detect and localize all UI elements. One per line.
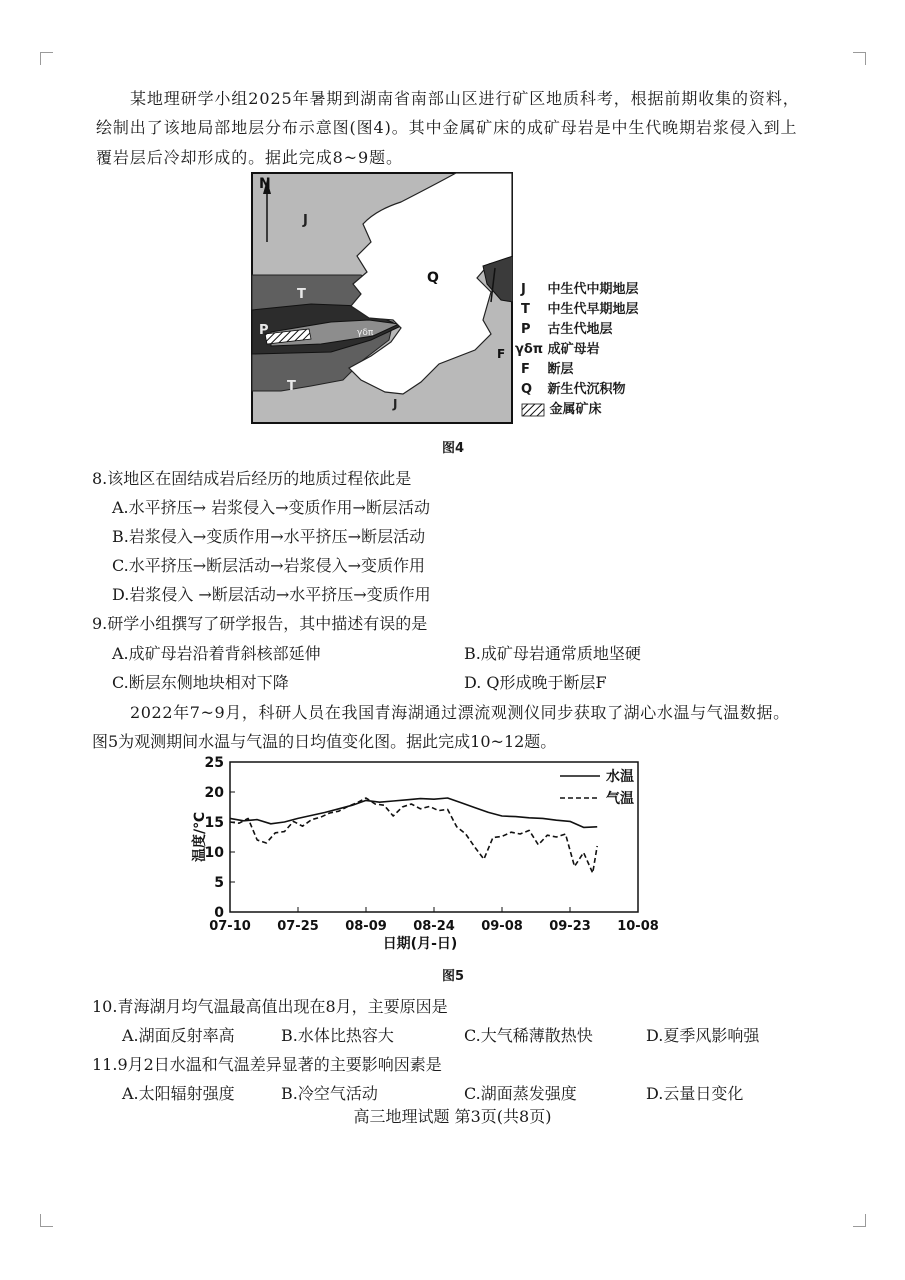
figure4-caption: 图4: [442, 441, 465, 456]
label-gamma: γδπ: [357, 328, 374, 338]
q10-option-a: A.湖面反射率高: [122, 1026, 235, 1045]
q11-stem: 11.9月2日水温和气温差异显著的主要影响因素是: [92, 1055, 442, 1074]
legend-item-f: F 断层: [521, 362, 574, 377]
y-tick-label: 10: [204, 845, 224, 861]
passage1-line-2: 绘制出了该地局部地层分布示意图(图4)。其中金属矿床的成矿母岩是中生代晚期岩浆侵入到上: [96, 118, 798, 137]
geologic-map-figure: [251, 172, 513, 424]
crop-mark-bottom-left: [40, 1214, 53, 1227]
q11-option-a: A.太阳辐射强度: [122, 1084, 235, 1103]
x-tick-label: 08-09: [345, 919, 387, 934]
series-line-water-temp: [230, 798, 597, 827]
y-tick-label: 5: [214, 875, 224, 891]
y-tick-label: 25: [204, 755, 224, 771]
legend-item-j: J 中生代中期地层: [521, 282, 639, 297]
crop-mark-bottom-right: [853, 1214, 866, 1227]
legend-label: 水温: [606, 769, 634, 785]
q10-option-d: D.夏季风影响强: [646, 1026, 760, 1045]
q9-stem: 9.研学小组撰写了研学报告，其中描述有误的是: [92, 614, 428, 633]
label-p: P: [259, 323, 269, 338]
page-footer: 高三地理试题 第3页(共8页): [353, 1107, 552, 1126]
legend-item-q: Q 新生代沉积物: [521, 382, 626, 397]
x-tick-label: 08-24: [413, 919, 455, 934]
crop-mark-top-right: [853, 52, 866, 65]
q11-option-c: C.湖面蒸发强度: [464, 1084, 577, 1103]
x-tick-label: 07-10: [209, 919, 251, 934]
q8-option-c: C.水平挤压→断层活动→岩浆侵入→变质作用: [112, 556, 425, 575]
series-line-air-temp: [230, 798, 597, 873]
plot-frame: [230, 762, 638, 912]
q11-option-d: D.云量日变化: [646, 1084, 744, 1103]
x-tick-label: 09-08: [481, 919, 523, 934]
q10-stem: 10.青海湖月均气温最高值出现在8月，主要原因是: [92, 997, 448, 1016]
x-tick-label: 10-08: [617, 919, 659, 934]
label-t-lower: T: [287, 379, 296, 394]
passage1-line-1: 某地理研学小组2025年暑期到湖南省南部山区进行矿区地质科考，根据前期收集的资料，: [130, 89, 800, 108]
q10-option-c: C.大气稀薄散热快: [464, 1026, 593, 1045]
temperature-line-chart: [190, 752, 720, 962]
legend-item-gamma: γδπ 成矿母岩: [515, 342, 600, 357]
q9-option-d: D. Q形成晚于断层F: [464, 673, 607, 692]
label-q: Q: [427, 270, 439, 286]
label-f: F: [497, 347, 506, 361]
legend-item-ore: 金属矿床: [521, 398, 602, 417]
label-t-upper: T: [297, 287, 306, 302]
crop-mark-top-left: [40, 52, 53, 65]
legend-label: 气温: [606, 791, 634, 807]
q8-stem: 8.该地区在固结成岩后经历的地质过程依此是: [92, 469, 412, 488]
q10-option-b: B.水体比热容大: [281, 1026, 394, 1045]
north-label: N: [259, 176, 271, 192]
y-axis-label: 温度/℃: [192, 811, 208, 863]
ore-hatch-swatch-icon: [521, 403, 545, 417]
q9-option-c: C.断层东侧地块相对下降: [112, 673, 289, 692]
q11-option-b: B.冷空气活动: [281, 1084, 378, 1103]
x-tick-label: 09-23: [549, 919, 591, 934]
legend-item-p: P 古生代地层: [521, 322, 613, 337]
legend-item-t: T 中生代早期地层: [521, 302, 639, 317]
x-tick-label: 07-25: [277, 919, 319, 934]
figure5-caption: 图5: [442, 969, 465, 984]
passage2-line-2: 图5为观测期间水温与气温的日均值变化图。据此完成10~12题。: [92, 732, 557, 751]
y-tick-label: 0: [214, 905, 224, 921]
x-axis-label: 日期(月-日): [382, 936, 458, 952]
q9-option-b: B.成矿母岩通常质地坚硬: [464, 644, 641, 663]
label-j-bottom: J: [393, 397, 398, 411]
q8-option-b: B.岩浆侵入→变质作用→水平挤压→断层活动: [112, 527, 426, 546]
passage1-line-3: 覆岩层后冷却形成的。据此完成8~9题。: [96, 148, 403, 167]
y-tick-label: 20: [204, 785, 224, 801]
q8-option-d: D.岩浆侵入 →断层活动→水平挤压→变质作用: [112, 585, 431, 604]
q8-option-a: A.水平挤压→ 岩浆侵入→变质作用→断层活动: [112, 498, 430, 517]
q9-option-a: A.成矿母岩沿着背斜核部延伸: [112, 644, 321, 663]
y-tick-label: 15: [204, 815, 224, 831]
passage2-line-1: 2022年7~9月，科研人员在我国青海湖通过漂流观测仪同步获取了湖心水温与气温数据。: [130, 703, 790, 722]
label-j-top: J: [303, 213, 308, 228]
